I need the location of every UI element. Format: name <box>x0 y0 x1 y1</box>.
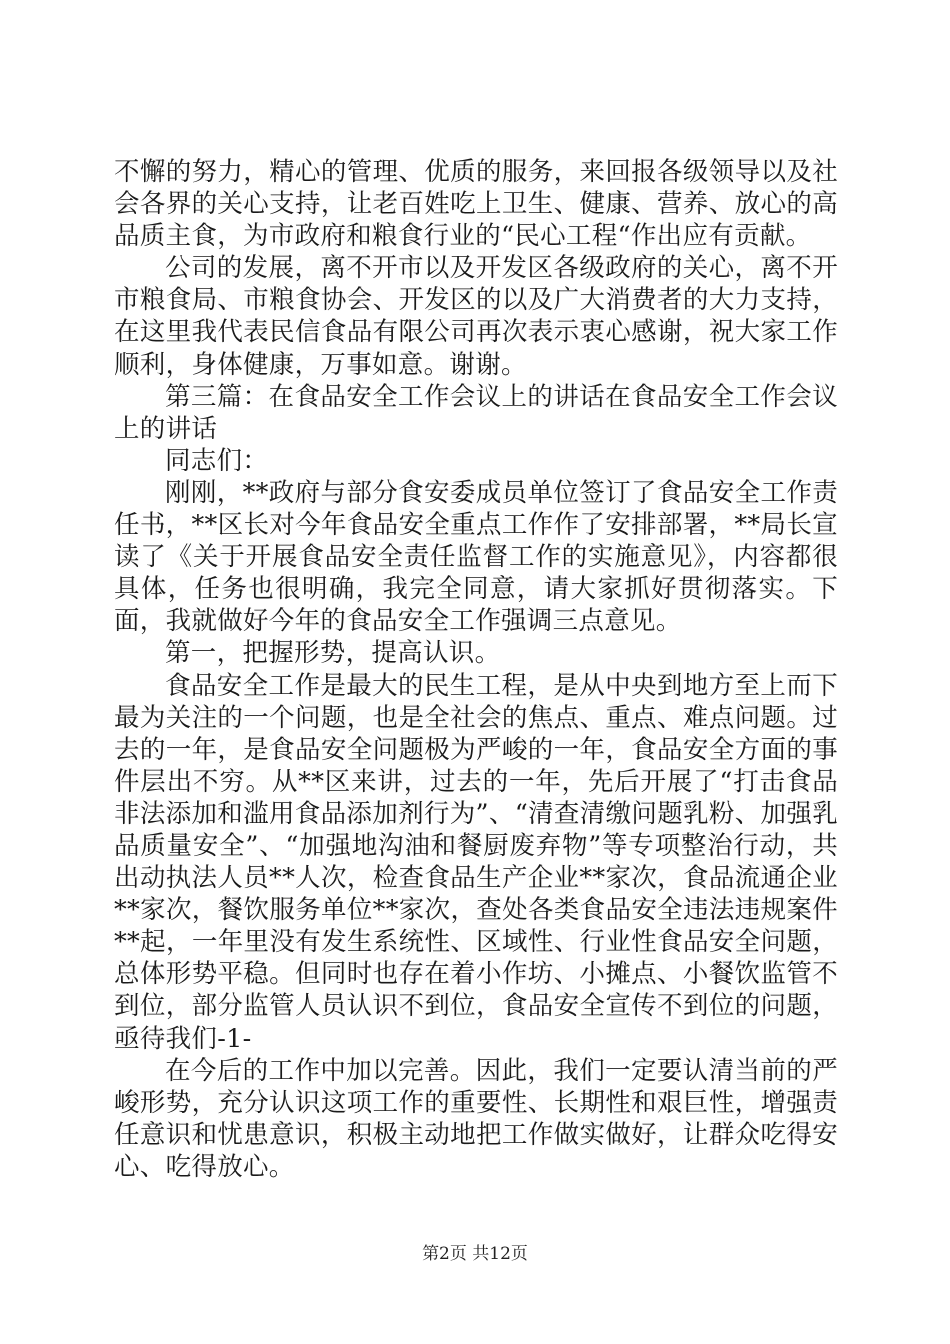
section-heading: 第三篇：在食品安全工作会议上的讲话在食品安全工作会议上的讲话 <box>114 381 838 444</box>
paragraph-1: 不懈的努力，精心的管理、优质的服务，来回报各级领导以及社会各界的关心支持，让老百姓吃上卫生、健康、营养、放心的高品质主食，为市政府和粮食行业的“民心工程“作出应有贡献。 <box>114 157 838 252</box>
paragraph-3: 刚刚，**政府与部分食安委成员单位签订了食品安全工作责任书，**区长对今年食品安全重点工作作了安排部署，**局长宣读了《关于开展食品安全责任监督工作的实施意见》，内容都很具体，任务也很明确，我完全同意，请大家抓好贯彻落实。下面，我就做好今年的食品安全工作强调三点意见。 <box>114 477 838 637</box>
paragraph-4: 食品安全工作是最大的民生工程，是从中央到地方至上而下最为关注的一个问题，也是全社会的焦点、重点、难点问题。过去的一年，是食品安全问题极为严峻的一年，食品安全方面的事件层出不穷。从**区来讲，过去的一年，先后开展了“打击食品非法添加和滥用食品添加剂行为”、“清查清缴问题乳粉、加强乳品质量安全”、“加强地沟油和餐厨废弃物”等专项整治行动，共出动执法人员**人次，检查食品生产企业**家次，食品流通企业**家次，餐饮服务单位**家次，查处各类食品安全违法违规案件**起，一年里没有发生系统性、区域性、行业性食品安全问题，总体形势平稳。但同时也存在着小作坊、小摊点、小餐饮监管不到位，部分监管人员认识不到位，食品安全宣传不到位的问题，亟待我们-1- <box>114 670 838 1054</box>
paragraph-5: 在今后的工作中加以完善。因此，我们一定要认清当前的严峻形势，充分认识这项工作的重要性、长期性和艰巨性，增强责任意识和忧患意识，积极主动地把工作做实做好，让群众吃得安心、吃得放心。 <box>114 1055 838 1182</box>
point-one-heading: 第一，把握形势，提高认识。 <box>165 638 501 669</box>
paragraph-2: 公司的发展，离不开市以及开发区各级政府的关心，离不开市粮食局、市粮食协会、开发区的以及广大消费者的大力支持，在这里我代表民信食品有限公司再次表示衷心感谢，祝大家工作顺利，身体健康，万事如意。谢谢。 <box>114 253 838 380</box>
salutation: 同志们： <box>165 445 269 476</box>
document-body <box>114 156 838 1183</box>
page-footer: 第2页 共12页 <box>422 1244 528 1264</box>
